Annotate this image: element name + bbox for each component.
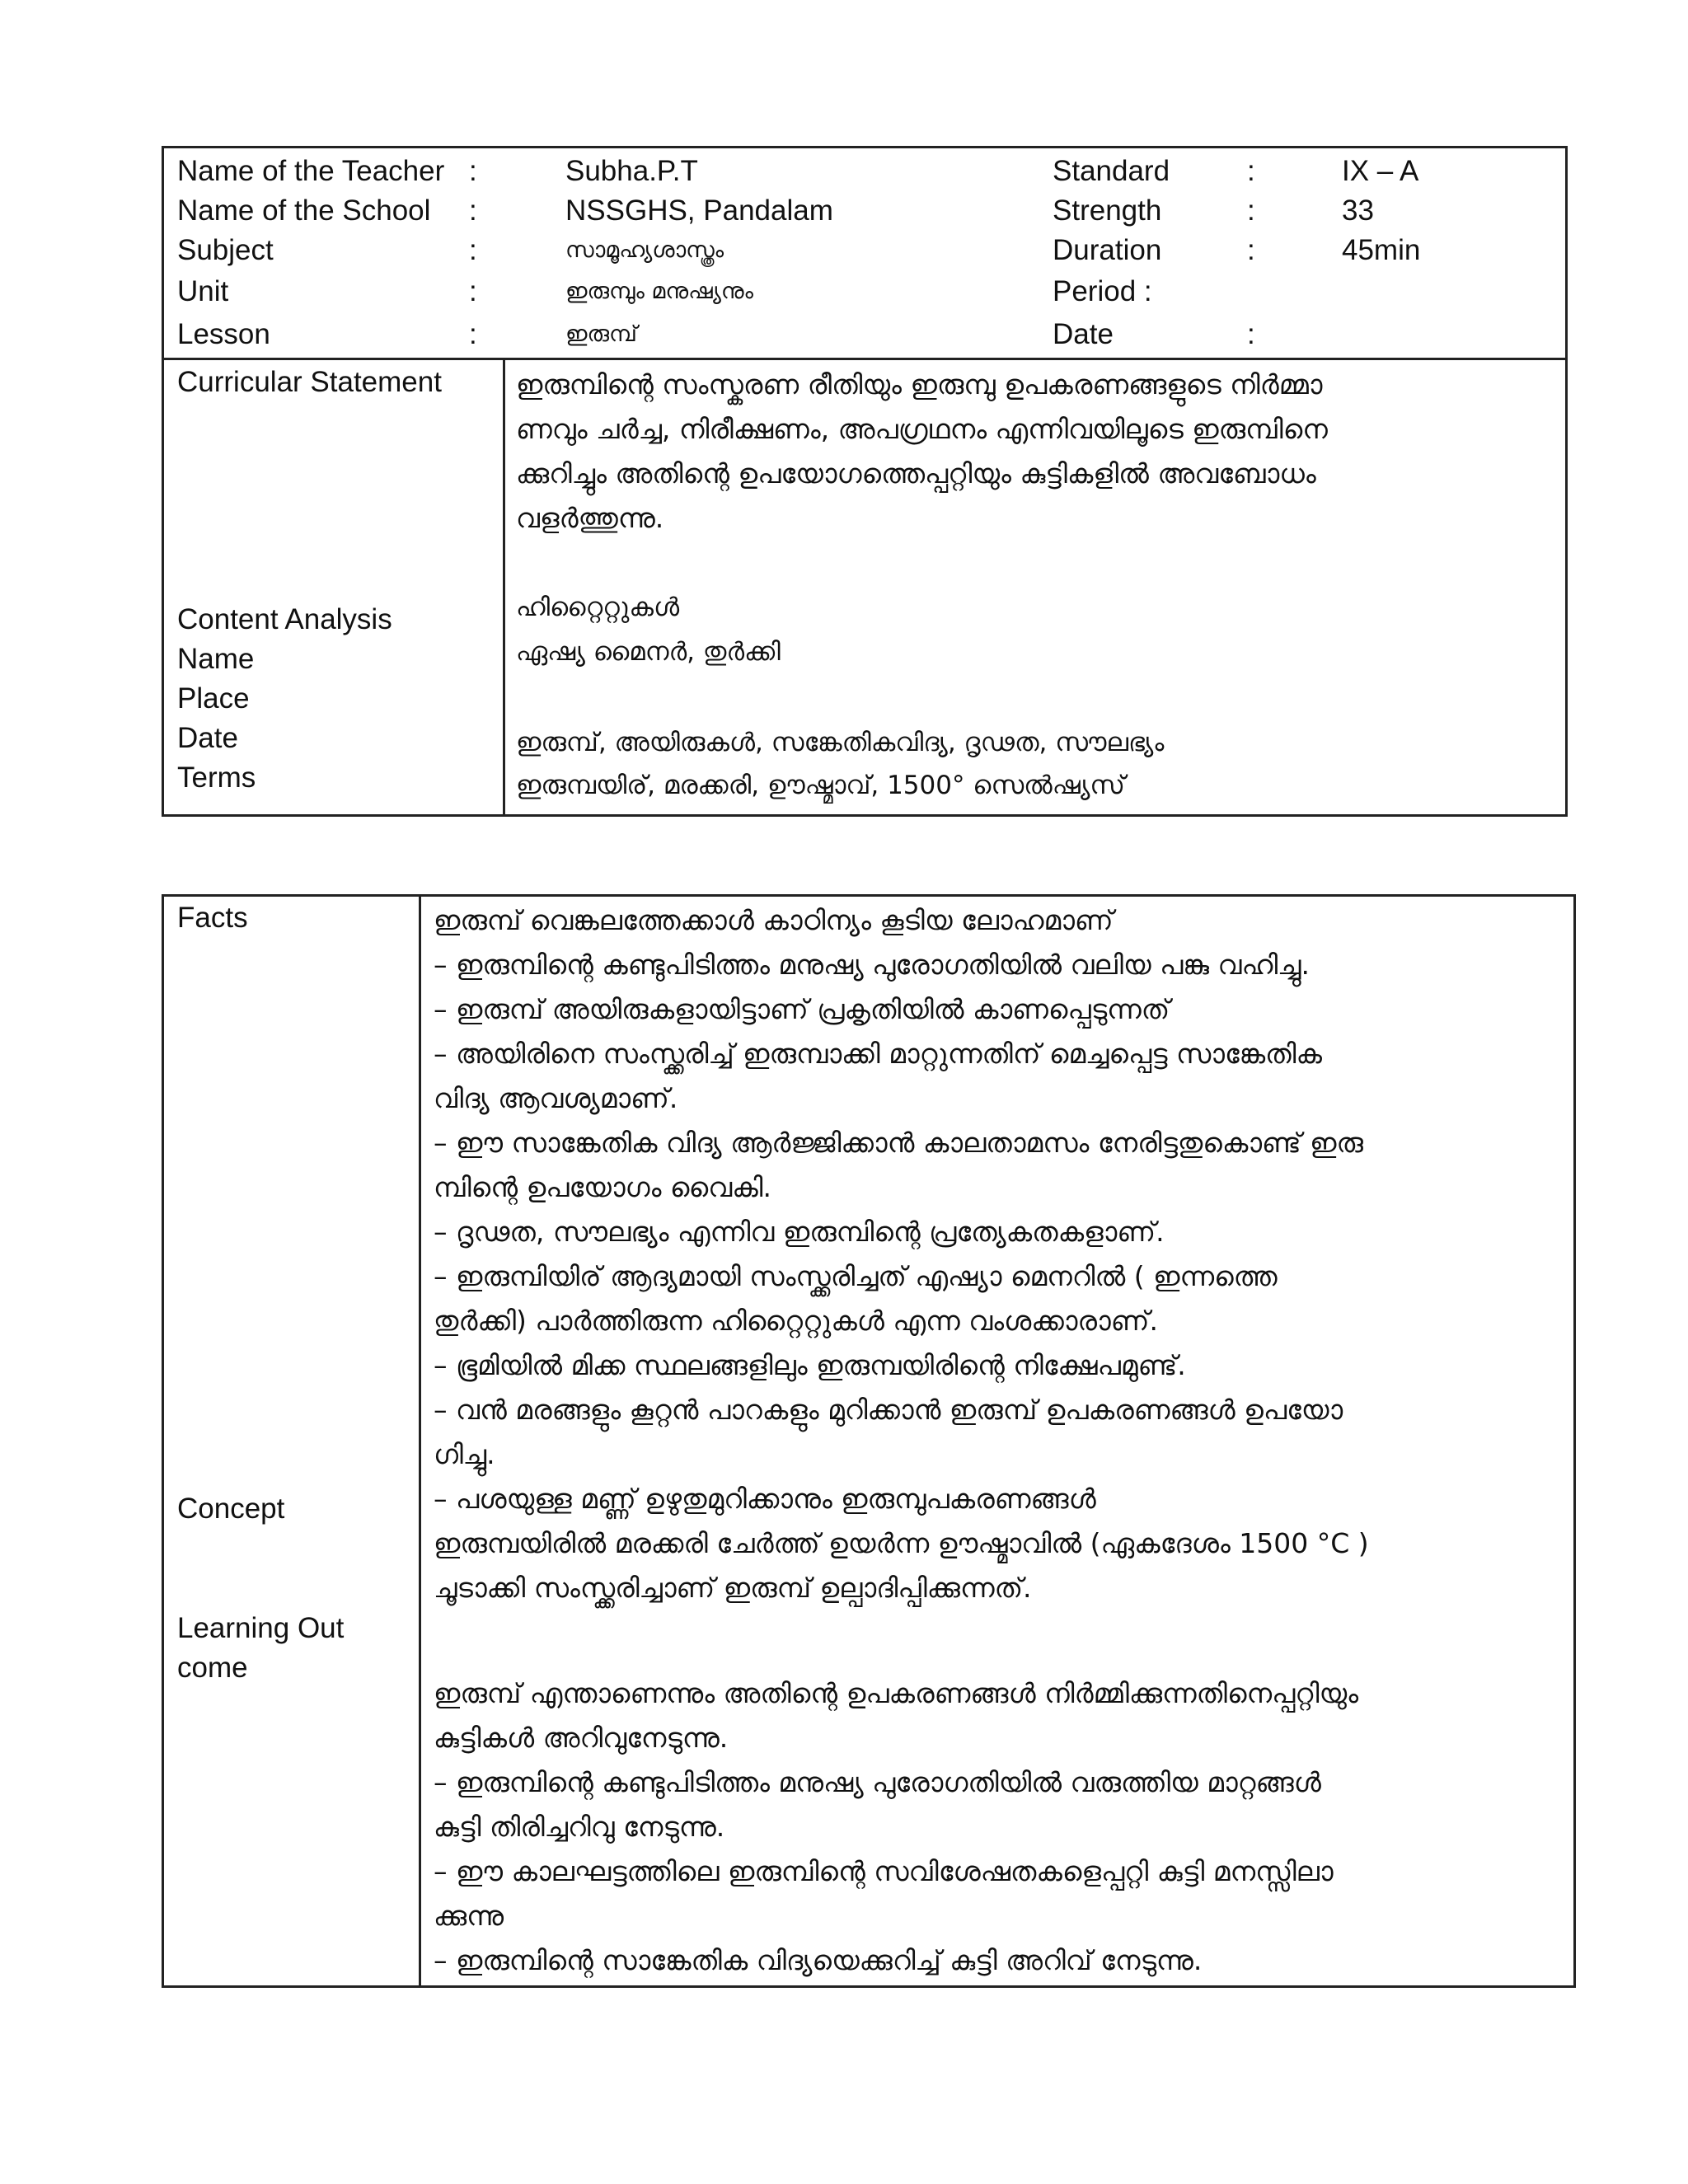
content-date-label: Date <box>177 722 238 754</box>
unit-value: ഇരുമ്പും മനുഷ്യനും <box>565 279 753 304</box>
curricular-line: ഇരുമ്പിന്റെ സംസ്കരണ രീതിയും ഇരുമ്പു ഉപകരണങ്ങളുടെ നിർമ്മാ <box>516 368 1323 401</box>
facts-line: – ഈ സാങ്കേതിക വിദ്യ ആർജ്ജിക്കാൻ കാലതാമസം നേരിട്ടതുകൊണ്ട് ഇരു <box>434 1127 1363 1159</box>
content-terms-line2: ഇരുമ്പയിര്, മരക്കരി, ഊഷ്മാവ്, 1500° സെൽഷ്യസ് <box>516 771 1125 800</box>
content-place-value: ഏഷ്യ മൈനർ, തുർക്കി <box>516 637 781 667</box>
strength-label: Strength <box>1053 194 1162 227</box>
standard-colon: : <box>1247 155 1255 187</box>
concept-label: Concept <box>177 1493 285 1525</box>
content-analysis-label: Content Analysis <box>177 603 392 635</box>
facts-line: – ഭൂമിയിൽ മിക്ക സ്ഥലങ്ങളിലും ഇരുമ്പയിരിന്റെ നിക്ഷേപമുണ്ട്. <box>434 1349 1186 1381</box>
facts-line: – പശയുള്ള മണ്ണ് ഉഴുതുമുറിക്കാനും ഇരുമ്പുപകരണങ്ങൾ <box>434 1483 1096 1515</box>
outcome-line: ഇരുമ്പ് എന്താണെന്നും അതിന്റെ ഉപകരണങ്ങൾ നിർമ്മിക്കുന്നതിനെപ്പറ്റിയും <box>434 1677 1359 1709</box>
terms-label: Terms <box>177 762 256 794</box>
facts-label: Facts <box>177 902 248 934</box>
duration-label: Duration <box>1053 234 1162 266</box>
facts-line: മ്പിന്റെ ഉപയോഗം വൈകി. <box>434 1171 772 1203</box>
standard-value: IX – A <box>1342 155 1419 187</box>
curricular-statement-text <box>516 363 1563 541</box>
curricular-line: വളർത്തുന്നു. <box>516 502 664 534</box>
school-label: Name of the School <box>177 194 431 227</box>
outcome-line: ക്കുന്നു <box>434 1900 504 1932</box>
subject-colon: : <box>469 234 477 266</box>
curricular-line: ക്കുറിച്ചും അതിന്റെ ഉപയോഗത്തെപ്പറ്റിയും കുട്ടികളിൽ അവബോധം <box>516 457 1316 490</box>
outcome-line: – ഇരുമ്പിന്റെ കണ്ടുപിടിത്തം മനുഷ്യ പുരോഗതിയിൽ വരുത്തിയ മാറ്റങ്ങൾ <box>434 1766 1321 1798</box>
school-value: NSSGHS, Pandalam <box>565 194 833 227</box>
curricular-statement-label: Curricular Statement <box>177 366 442 398</box>
teacher-colon: : <box>469 155 477 187</box>
learning-outcome-label-2: come <box>177 1652 248 1684</box>
duration-colon: : <box>1247 234 1255 266</box>
facts-line: – ഇരുമ്പ് അയിരുകളായിട്ടാണ് പ്രകൃതിയിൽ കാണപ്പെടുന്നത് <box>434 993 1170 1025</box>
facts-line: തുർക്കി) പാർത്തിരുന്ന ഹിറ്റൈറ്റുകൾ എന്ന വംശക്കാരാണ്. <box>434 1305 1158 1337</box>
school-colon: : <box>469 194 477 227</box>
standard-label: Standard <box>1053 155 1170 187</box>
concept-line: ഇരുമ്പയിരിൽ മരക്കരി ചേർത്ത് ഉയർന്ന ഊഷ്മാവിൽ (ഏകദേശം 1500 °C ) <box>434 1527 1369 1559</box>
facts-line: വിദ്യ ആവശ്യമാണ്. <box>434 1082 678 1114</box>
curricular-column-divider <box>503 358 505 817</box>
content-name-value: ഹിറ്റൈറ്റുകൾ <box>516 593 680 622</box>
lesson-value: ഇരുമ്പ് <box>565 321 637 347</box>
curricular-line: ണവും ചർച്ച, നിരീക്ഷണം, അപഗ്രഥനം എന്നിവയിലൂടെ ഇരുമ്പിനെ <box>516 413 1328 445</box>
concept-line: ചൂടാക്കി സംസ്ക്കരിച്ചാണ് ഇരുമ്പ് ഉല്പാദിപ്പിക്കുന്നത്. <box>434 1572 1032 1604</box>
subject-label: Subject <box>177 234 274 266</box>
lesson-colon: : <box>469 318 477 350</box>
facts-line: ഇരുമ്പ് വെങ്കലത്തേക്കാൾ കാഠിന്യം കൂടിയ ലോഹമാണ് <box>434 904 1114 936</box>
date-label: Date <box>1053 318 1114 350</box>
facts-line: – ഇരുമ്പിയിര് ആദ്യമായി സംസ്ക്കരിച്ചത് എഷ്യാ മെനറിൽ ( ഇന്നത്തെ <box>434 1260 1278 1292</box>
facts-line: – വൻ മരങ്ങളും കൂറ്റൻ പാറകളും മുറിക്കാൻ ഇരുമ്പ് ഉപകരണങ്ങൾ ഉപയോ <box>434 1394 1343 1426</box>
outcome-line: – ഇരുമ്പിന്റെ സാങ്കേതിക വിദ്യയെക്കുറിച്ച് കുട്ടി അറിവ് നേടുന്നു. <box>434 1944 1203 1976</box>
outcome-line: കുട്ടികൾ അറിവുനേടുന്നു. <box>434 1722 729 1754</box>
teacher-value: Subha.P.T <box>565 155 698 187</box>
header-divider <box>162 358 1568 360</box>
place-label: Place <box>177 682 250 715</box>
lesson-label: Lesson <box>177 318 270 350</box>
date-colon: : <box>1247 318 1255 350</box>
duration-value: 45min <box>1342 234 1421 266</box>
teacher-label: Name of the Teacher <box>177 155 445 187</box>
facts-line: – ദൃഢത, സൗലഭ്യം എന്നിവ ഇരുമ്പിന്റെ പ്രത്യേകതകളാണ്. <box>434 1216 1165 1248</box>
facts-line: – അയിരിനെ സംസ്ക്കരിച്ച് ഇരുമ്പാക്കി മാറ്റുന്നതിന് മെച്ചപ്പെട്ട സാങ്കേതിക <box>434 1038 1322 1070</box>
facts-line: ഗിച്ചു. <box>434 1438 495 1470</box>
outcome-line: കുട്ടി തിരിച്ചറിവു നേടുന്നു. <box>434 1811 725 1843</box>
name-label: Name <box>177 643 255 675</box>
subject-value: സാമൂഹ്യശാസ്ത്രം <box>565 237 724 263</box>
strength-colon: : <box>1247 194 1255 227</box>
outcome-line: – ഈ കാലഘട്ടത്തിലെ ഇരുമ്പിന്റെ സവിശേഷതകളെപ്പറ്റി കുട്ടി മനസ്സിലാ <box>434 1855 1334 1887</box>
strength-value: 33 <box>1342 194 1374 227</box>
facts-line: – ഇരുമ്പിന്റെ കണ്ടുപിടിത്തം മനുഷ്യ പുരോഗതിയിൽ വലിയ പങ്കു വഹിച്ചു. <box>434 949 1310 981</box>
learning-outcome-label-1: Learning Out <box>177 1612 345 1644</box>
content-terms-line1: ഇരുമ്പ്, അയിരുകൾ, സങ്കേതികവിദ്യ, ദൃഢത, സൗലഭ്യം <box>516 728 1165 757</box>
period-label: Period : <box>1053 275 1152 307</box>
facts-text <box>434 898 1571 1610</box>
unit-label: Unit <box>177 275 229 307</box>
unit-colon: : <box>469 275 477 307</box>
facts-column-divider <box>419 894 421 1988</box>
learning-outcome-text <box>434 1671 1571 1983</box>
